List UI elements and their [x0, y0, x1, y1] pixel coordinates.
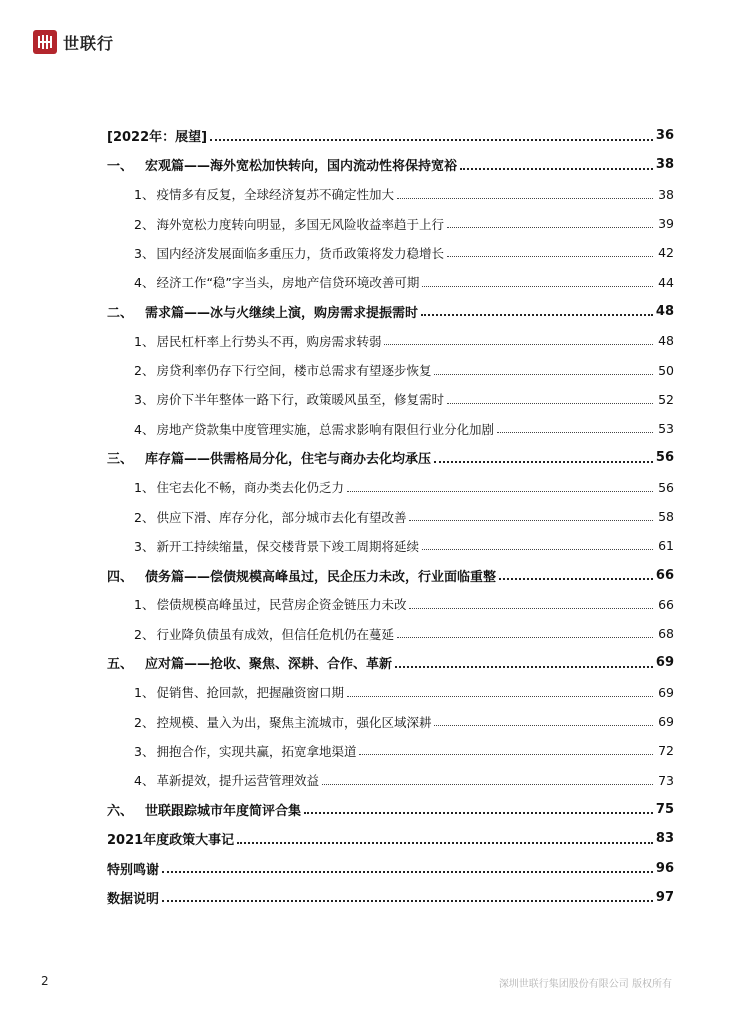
toc-entry-page: 68 [658, 626, 674, 642]
toc-section-entry[interactable] [107, 766, 674, 795]
toc-entry-page: 73 [658, 772, 674, 788]
table-of-contents [107, 121, 674, 912]
toc-entry-title: 债务篇——偿债规模高峰虽过，民企压力未改，行业面临重整 [145, 569, 497, 585]
toc-entry-number: 4、 [134, 275, 155, 291]
toc-chapter-entry[interactable] [107, 560, 674, 589]
toc-entry-page: 38 [655, 157, 674, 173]
toc-chapter-entry[interactable] [107, 121, 674, 150]
toc-section-entry[interactable] [107, 267, 674, 296]
toc-entry-page: 56 [655, 450, 674, 466]
toc-leader-dots [162, 900, 653, 902]
toc-entry-title: 宏观篇——海外宽松加快转向，国内流动性将保持宽裕 [145, 159, 458, 175]
toc-entry-page: 58 [658, 509, 674, 524]
toc-entry-title: 房贷利率仍存下行空间，楼市总需求有望逐步恢复 [156, 363, 432, 379]
toc-leader-dots [397, 637, 653, 638]
toc-section-entry[interactable] [107, 678, 674, 707]
toc-entry-number: 3、 [134, 392, 155, 408]
toc-leader-dots [347, 491, 653, 492]
toc-entry-page: 66 [655, 567, 674, 583]
toc-leader-dots [395, 666, 653, 668]
toc-entry-title: 住宅去化不畅，商办类去化仍乏力 [156, 480, 344, 496]
toc-entry-page: 48 [655, 303, 674, 319]
toc-entry-number: 4、 [134, 421, 155, 437]
toc-leader-dots [422, 549, 653, 550]
toc-section-entry[interactable] [107, 385, 674, 414]
toc-entry-page: 39 [658, 216, 674, 232]
toc-entry-number: 二、 [107, 305, 134, 321]
toc-leader-dots [497, 432, 653, 433]
toc-entry-title: 需求篇——冰与火继续上演，购房需求提振需时 [145, 305, 419, 321]
toc-section-entry[interactable] [107, 736, 674, 765]
toc-entry-title: 促销售、抢回款，把握融资窗口期 [156, 685, 344, 701]
toc-entry-number: 六、 [107, 803, 134, 819]
toc-entry-page: 66 [658, 596, 674, 612]
toc-section-entry[interactable] [107, 473, 674, 502]
toc-section-entry[interactable] [107, 531, 674, 560]
toc-entry-number: 2、 [134, 509, 155, 525]
toc-entry-title: 新开工持续缩量，保交楼背景下竣工周期将延续 [156, 538, 419, 554]
toc-leader-dots [434, 461, 653, 463]
toc-leader-dots [384, 344, 653, 345]
toc-entry-title: 特别鸣谢 [107, 862, 160, 878]
toc-entry-title: 居民杠杆率上行势头不再，购房需求转弱 [156, 333, 382, 349]
toc-entry-title: 拥抱合作，实现共赢，拓宽拿地渠道 [156, 743, 357, 759]
toc-entry-page: 72 [658, 743, 674, 759]
toc-section-entry[interactable] [107, 414, 674, 443]
toc-entry-page: 75 [655, 801, 674, 817]
toc-entry-number: 1、 [134, 333, 155, 349]
toc-leader-dots [434, 725, 653, 726]
toc-entry-number: 3、 [134, 538, 155, 554]
toc-entry-page: 69 [658, 714, 674, 730]
toc-entry-page: 38 [658, 186, 674, 202]
toc-entry-number: 2、 [134, 714, 155, 730]
toc-entry-page: 56 [658, 479, 674, 495]
toc-entry-number: 2、 [134, 626, 155, 642]
toc-entry-title: 数据说明 [107, 891, 160, 907]
toc-section-entry[interactable] [107, 355, 674, 384]
toc-entry-title: 行业降负债虽有成效，但信任危机仍在蔓延 [156, 626, 394, 642]
toc-entry-title: 房地产贷款集中度管理实施，总需求影响有限但行业分化加剧 [156, 421, 494, 437]
toc-entry-page: 61 [658, 538, 674, 554]
toc-entry-number: 3、 [134, 743, 155, 759]
toc-entry-title: 库存篇——供需格局分化，住宅与商办去化均承压 [145, 452, 432, 468]
toc-chapter-entry[interactable] [107, 824, 674, 853]
toc-entry-number: 4、 [134, 773, 155, 789]
toc-section-entry[interactable] [107, 238, 674, 267]
toc-entry-page: 97 [655, 889, 674, 905]
toc-entry-title: 房价下半年整体一路下行，政策暖风虽至，修复需时 [156, 392, 444, 408]
toc-section-entry[interactable] [107, 209, 674, 238]
toc-entry-page: 50 [658, 362, 674, 378]
toc-leader-dots [347, 696, 653, 697]
toc-entry-number: 三、 [107, 452, 134, 468]
toc-entry-number: 一、 [107, 159, 134, 175]
toc-entry-title: 世联跟踪城市年度简评合集 [145, 803, 302, 819]
toc-chapter-entry[interactable] [107, 150, 674, 179]
toc-section-entry[interactable] [107, 707, 674, 736]
copyright-notice: 深圳世联行集团股份有限公司 版权所有 [498, 979, 672, 990]
toc-entry-page: 69 [655, 655, 674, 671]
toc-leader-dots [499, 578, 653, 580]
shield-logo-icon [33, 30, 57, 54]
toc-chapter-entry[interactable] [107, 648, 674, 677]
toc-section-entry[interactable] [107, 326, 674, 355]
toc-section-entry[interactable] [107, 502, 674, 531]
toc-leader-dots [210, 139, 653, 141]
toc-entry-number: 1、 [134, 480, 155, 496]
toc-section-entry[interactable] [107, 180, 674, 209]
toc-leader-dots [460, 168, 653, 170]
toc-entry-title: 应对篇——抢收、聚焦、深耕、合作、革新 [145, 657, 393, 673]
toc-entry-title: 偿债规模高峰虽过，民营房企资金链压力未改 [156, 597, 407, 613]
toc-entry-title: 控规模、量入为出，聚焦主流城市，强化区域深耕 [156, 714, 432, 730]
toc-leader-dots [447, 403, 653, 404]
toc-chapter-entry[interactable] [107, 443, 674, 472]
toc-chapter-entry[interactable] [107, 853, 674, 882]
toc-entry-page: 53 [658, 421, 674, 437]
toc-leader-dots [421, 314, 653, 316]
toc-entry-number: 2、 [134, 363, 155, 379]
toc-entry-number: 四、 [107, 569, 134, 585]
toc-leader-dots [237, 842, 653, 844]
toc-section-entry[interactable] [107, 590, 674, 619]
toc-entry-number: 1、 [134, 685, 155, 701]
toc-entry-number: 1、 [134, 187, 155, 203]
company-logo [33, 28, 114, 56]
toc-entry-page: 83 [655, 831, 674, 847]
toc-leader-dots [422, 286, 653, 287]
toc-chapter-entry[interactable] [107, 883, 674, 912]
toc-leader-dots [322, 784, 653, 785]
toc-entry-number: 五、 [107, 657, 134, 673]
page-number: 2 [41, 974, 49, 988]
toc-entry-title: 国内经济发展面临多重压力，货币政策将发力稳增长 [156, 245, 444, 261]
toc-chapter-entry[interactable] [107, 795, 674, 824]
toc-leader-dots [359, 754, 653, 755]
toc-entry-page: 44 [658, 274, 674, 290]
toc-section-entry[interactable] [107, 619, 674, 648]
toc-leader-dots [162, 871, 653, 873]
toc-entry-number: 1、 [134, 597, 155, 613]
logo-text: 世联行 [63, 33, 115, 53]
toc-entry-number: 3、 [134, 245, 155, 261]
toc-entry-title: 2021年度政策大事记 [107, 833, 235, 849]
toc-entry-page: 36 [655, 128, 674, 144]
toc-entry-number: 2、 [134, 216, 155, 232]
toc-entry-page: 42 [658, 245, 674, 261]
toc-leader-dots [409, 608, 653, 609]
toc-entry-title: [2022年：展望] [107, 130, 208, 146]
toc-entry-title: 疫情多有反复，全球经济复苏不确定性加大 [156, 187, 394, 203]
toc-entry-title: 革新提效，提升运营管理效益 [156, 773, 319, 789]
toc-chapter-entry[interactable] [107, 297, 674, 326]
toc-entry-page: 69 [658, 684, 674, 700]
toc-leader-dots [447, 256, 653, 257]
toc-entry-page: 96 [655, 860, 674, 876]
toc-leader-dots [409, 520, 653, 521]
toc-leader-dots [397, 198, 653, 199]
toc-entry-page: 52 [658, 391, 674, 407]
toc-entry-title: 经济工作“稳”字当头，房地产信贷环境改善可期 [156, 275, 420, 291]
toc-leader-dots [447, 227, 653, 228]
toc-entry-title: 供应下滑、库存分化，部分城市去化有望改善 [156, 509, 407, 525]
toc-entry-page: 48 [658, 333, 674, 349]
toc-leader-dots [434, 374, 653, 375]
toc-entry-title: 海外宽松力度转向明显，多国无风险收益率趋于上行 [156, 216, 444, 232]
toc-leader-dots [304, 812, 653, 814]
